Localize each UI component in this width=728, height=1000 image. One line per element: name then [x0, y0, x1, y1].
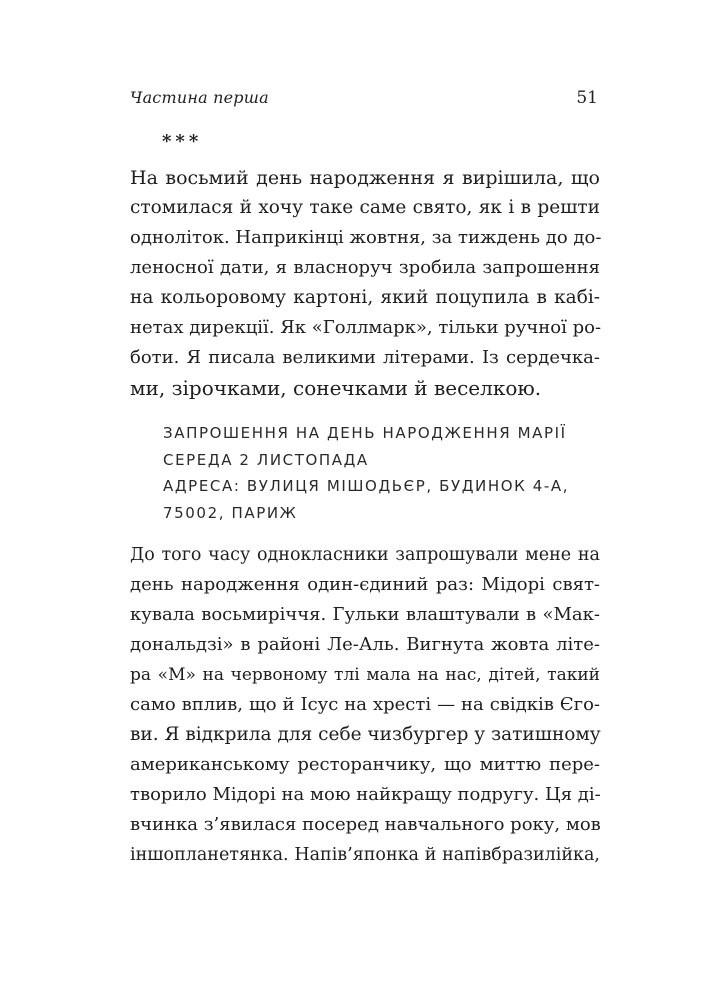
- running-head-section-title: Частина перша: [130, 88, 269, 107]
- paragraph-line: ра «М» на червоному тлі мала на нас, дітей, такий: [130, 665, 600, 685]
- paragraph-line: нетах дирекції. Як «Голлмарк», тільки ручної ро-: [130, 317, 602, 338]
- paragraph-line: на кольоровому картоні, який поцупила в кабі-: [130, 287, 600, 308]
- invitation-line: 75002, ПАРИЖ: [163, 503, 298, 522]
- paragraph-line: само вплив, що й Ісус на хресті — на свідків Єго-: [130, 694, 600, 715]
- page-number: 51: [576, 88, 598, 108]
- paragraph-1: [130, 163, 600, 403]
- paragraph-line: творило Мідорі на мою найкращу подругу. Ця ді-: [130, 784, 601, 805]
- paragraph-line: американському ресторанчику, що миттю пере-: [130, 754, 600, 775]
- paragraph-line: боти. Я писала великими літерами. Із сердечка-: [130, 347, 600, 368]
- paragraph-line: дональдзі» в районі Ле-Аль. Вигнута жовта літе-: [130, 634, 600, 655]
- invitation-text-block: [163, 420, 600, 526]
- paragraph-line: одноліток. Наприкінці жовтня, за тиждень до до-: [130, 227, 602, 248]
- paragraph-line: стомилася й хочу таке саме свято, як і в решти: [130, 197, 600, 218]
- invitation-line: АДРЕСА: ВУЛИЦЯ МІШОДЬЄР, БУДИНОК 4-А,: [163, 477, 570, 495]
- paragraph-line: ви. Я відкрила для себе чизбургер у затишному: [130, 724, 601, 745]
- paragraph-2: [130, 540, 600, 870]
- paragraph-line: ми, зірочками, сонечками й веселкою.: [130, 376, 542, 400]
- invitation-line: ЗАПРОШЕННЯ НА ДЕНЬ НАРОДЖЕННЯ МАРІЇ: [163, 424, 567, 442]
- section-break-asterism: ***: [162, 131, 203, 152]
- paragraph-line: кувала восьмиріччя. Гульки влаштували в «Мак-: [130, 604, 600, 625]
- paragraph-line: вчинка з’явилася посеред навчального року, мов: [130, 814, 601, 835]
- paragraph-line: день народження один-єдиний раз: Мідорі свят-: [130, 574, 600, 595]
- paragraph-line: леносної дати, я власноруч зробила запрошення: [130, 257, 600, 278]
- invitation-line: СЕРЕДА 2 ЛИСТОПАДА: [163, 450, 369, 469]
- paragraph-line: На восьмий день народження я вирішила, що: [130, 167, 600, 189]
- paragraph-line: До того часу однокласники запрошували мене на: [130, 545, 600, 565]
- paragraph-line: іншопланетянка. Напів’японка й напівбразилійка,: [130, 845, 600, 865]
